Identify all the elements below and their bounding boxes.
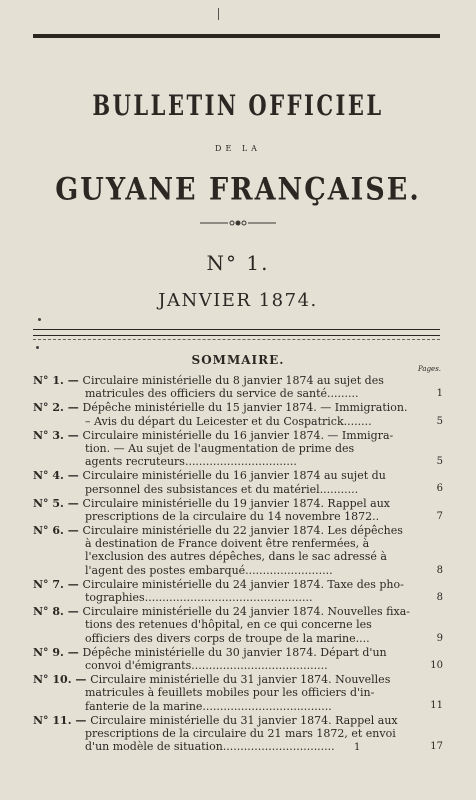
toc-entry-continuation — [33, 686, 413, 699]
toc-entry-continuation — [33, 415, 413, 428]
toc-entry-text: tographies................................................ — [85, 591, 313, 604]
dashed-rule — [33, 339, 440, 340]
ink-speck — [38, 318, 41, 321]
ink-speck — [36, 346, 39, 349]
toc-entry-page: 5 — [436, 415, 443, 427]
toc-entry-number: N° 9. — — [33, 645, 83, 659]
toc-entry-text: Circulaire ministérielle du 22 janvier 1874. Les dépêches — [82, 524, 403, 538]
toc-entry-text: Circulaire ministérielle du 31 janvier 1874. Rappel aux — [90, 713, 398, 727]
toc-entry-first-line — [33, 401, 413, 414]
toc-entry-first-line — [33, 497, 413, 510]
page-mark — [218, 8, 219, 20]
toc-entry — [33, 401, 443, 427]
toc-entry — [33, 673, 443, 713]
toc-entry-first-line — [33, 673, 413, 686]
toc-entry-text: Dépêche ministérielle du 15 janvier 1874. — Immigration. — [82, 401, 408, 415]
bulletin-title: BULLETIN OFFICIEL — [92, 88, 384, 122]
toc-entry-text: à destination de France doivent être renfermées, à — [85, 537, 370, 551]
ornament-fleuron-icon — [198, 218, 278, 228]
toc-entry-text: Circulaire ministérielle du 31 janvier 1874. Nouvelles — [90, 673, 391, 687]
toc-entry-text: d'un modèle de situation................................ — [85, 740, 335, 754]
page-folio: 1 — [354, 742, 361, 753]
toc-entry-number: N° 7. — — [33, 577, 83, 591]
toc-entry-continuation — [33, 387, 413, 400]
toc-entry-text: – Avis du départ du Leicester et du Cospatrick........ — [85, 414, 372, 428]
toc-entry-text: Circulaire ministérielle du 16 janvier 1874. — Immigra- — [82, 428, 394, 442]
toc-entry-continuation — [33, 483, 413, 496]
issue-number: N° 1. — [206, 251, 270, 275]
toc-entry-continuation — [33, 564, 413, 577]
toc-entry-number: N° 6. — — [33, 524, 83, 538]
toc-entry — [33, 497, 443, 523]
toc-entry — [33, 578, 443, 604]
toc-entry — [33, 429, 443, 469]
toc-entry-continuation — [33, 442, 413, 455]
toc-entry-number: N° 10. — — [33, 673, 91, 687]
toc-entry-text: Dépêche ministérielle du 30 janvier 1874. Départ d'un — [82, 645, 387, 659]
toc-entry-page: 9 — [436, 632, 443, 644]
toc-entry-continuation — [33, 455, 413, 468]
toc-entry-text: matricules à feuillets mobiles pour les officiers d'in- — [85, 686, 375, 700]
toc-entry-text: fanterie de la marine..................................... — [85, 699, 332, 713]
toc-entry-continuation — [33, 591, 413, 604]
double-rule — [33, 329, 440, 336]
toc-entry-continuation — [33, 632, 413, 645]
toc-entry-first-line — [33, 578, 413, 591]
toc-entry-number: N° 3. — — [33, 428, 83, 442]
toc-entry-text: Circulaire ministérielle du 16 janvier 1874 au sujet du — [82, 469, 386, 483]
toc-entry-text: matricules des officiers du service de santé......... — [85, 387, 359, 401]
toc-entry-continuation — [33, 700, 413, 713]
toc-entry-text: prescriptions de la circulaire du 21 mars 1872, et envoi — [85, 726, 396, 740]
toc-entry-page: 1 — [436, 388, 443, 400]
toc-entry-page: 6 — [436, 483, 443, 495]
toc-entry-text: agents recruteurs................................ — [85, 455, 297, 469]
summary-heading: SOMMAIRE. — [191, 353, 285, 367]
toc-entry-page: 8 — [436, 564, 443, 576]
toc-entry-continuation — [33, 618, 413, 631]
toc-entry-page: 11 — [430, 700, 443, 712]
toc-entry-text: convoi d'émigrants....................................... — [85, 658, 328, 672]
toc-entry-page: 10 — [430, 659, 443, 671]
toc-entry-number: N° 1. — — [33, 374, 83, 387]
bulletin-title-connector: DE LA — [215, 144, 261, 153]
toc-entry-continuation — [33, 537, 413, 550]
toc-entry-text: Circulaire ministérielle du 24 janvier 1874. Taxe des pho- — [82, 577, 404, 591]
issue-date: JANVIER 1874. — [158, 290, 318, 311]
toc-entry-text: l'agent des postes embarqué......................... — [85, 563, 333, 577]
toc-entry-page: 17 — [430, 741, 443, 753]
toc-entry-text: l'exclusion des autres dépêches, dans le sac adressé à — [85, 550, 387, 564]
toc-entry-number: N° 5. — — [33, 496, 83, 510]
toc-entry — [33, 524, 443, 577]
toc-entry-first-line — [33, 469, 413, 482]
toc-entry-page: 7 — [436, 510, 443, 522]
top-rule — [33, 34, 440, 38]
toc-entry-text: Circulaire ministérielle du 8 janvier 1874 au sujet des — [82, 374, 384, 387]
toc-entry-first-line — [33, 646, 413, 659]
toc-entry-first-line — [33, 605, 413, 618]
toc-entry-number: N° 4. — — [33, 469, 83, 483]
toc-entry-text: Circulaire ministérielle du 19 janvier 1874. Rappel aux — [82, 496, 390, 510]
toc-entry — [33, 605, 443, 645]
toc-entry-text: Circulaire ministérielle du 24 janvier 1874. Nouvelles fixa- — [82, 605, 410, 619]
toc-entry-text: personnel des subsistances et du matériel........... — [85, 482, 359, 496]
toc-entry — [33, 646, 443, 672]
toc-entry-text: tions des retenues d'hôpital, en ce qui concerne les — [85, 618, 372, 632]
toc-entry — [33, 374, 443, 400]
toc-entry-continuation — [33, 727, 413, 740]
bulletin-title-colony: GUYANE FRANÇAISE. — [55, 172, 421, 208]
toc-entry-first-line — [33, 374, 413, 387]
toc-entry-number: N° 2. — — [33, 401, 83, 415]
toc-entry-text: prescriptions de la circulaire du 14 novembre 1872.. — [85, 509, 380, 523]
toc-entry-first-line — [33, 429, 413, 442]
toc-entry-continuation — [33, 510, 413, 523]
toc-entry-text: tion. — Au sujet de l'augmentation de prime des — [85, 441, 355, 455]
toc-entry-page: 5 — [436, 456, 443, 468]
toc-entry — [33, 469, 443, 495]
toc-entry-continuation — [33, 550, 413, 563]
pages-column-label: Pages. — [418, 365, 442, 373]
toc-entry-first-line — [33, 524, 413, 537]
table-of-contents — [33, 374, 443, 754]
toc-entry-number: N° 11. — — [33, 713, 91, 727]
toc-entry — [33, 714, 443, 754]
toc-entry-number: N° 8. — — [33, 605, 83, 619]
toc-entry-page: 8 — [436, 591, 443, 603]
toc-entry-continuation — [33, 659, 413, 672]
toc-entry-text: officiers des divers corps de troupe de la marine.... — [85, 631, 370, 645]
toc-entry-first-line — [33, 714, 413, 727]
